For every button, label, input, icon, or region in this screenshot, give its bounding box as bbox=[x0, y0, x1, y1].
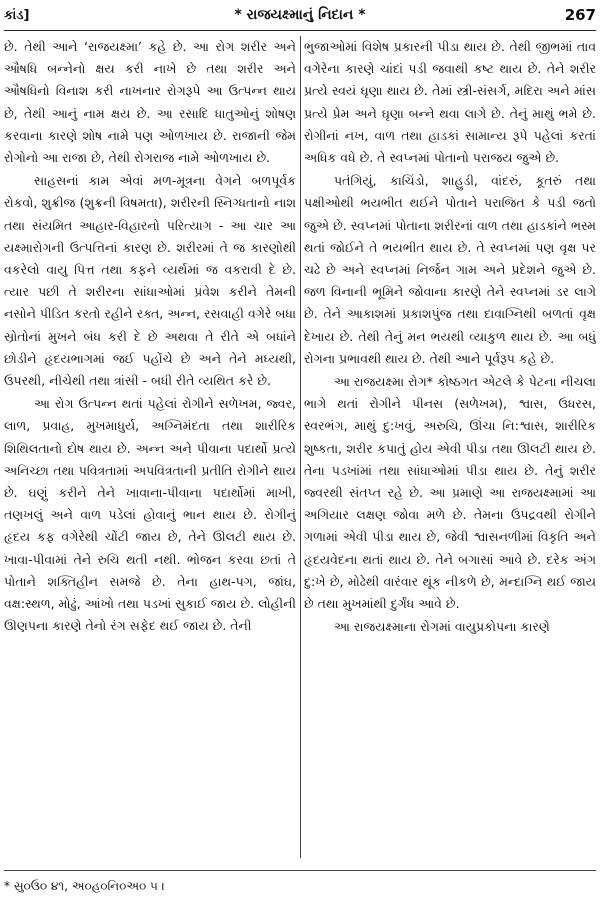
section-label: કાંડ] bbox=[4, 7, 30, 23]
paragraph: આ રાજયક્ષ્માના રોગમાં વાયુપ્રકોપના કારણે bbox=[334, 619, 550, 635]
paragraph: આ રાજયક્ષ્મા રોગ* કોષ્ઠગત એટલે કે પેટના નીચલા ભાગે થતાં રોગીને પીનસ (સળેખમ), શ્વાસ, ઉધરસ, સ્વરભંગ, માથું દુ:ખવું, અરુચિ, ઊંચા નિ:શ્વાસ, શારીરિક શુષ્કતા, શરીર કપાતું હોય એવી પીડા તથા ઊલટી થાય છે. તેના પડખાંમાં તથા સાંધાઓમાં પીડા થાય છે. તેનું શરીર જ્વરથી સંતપ્ત રહે છે. આ પ્રમાણે આ રાજયક્ષ્મામાં આ અગિયાર લક્ષણ જોવા મળે છે. તેમના ઉપદ્રવથી રોગીને ગળામાં એવી પીડા થાય છે, જેવી શ્વાસનળીમાં વિકૃતિ અને હૃદયવેદના થતાં થાય છે. તેને બગાસાં આવે છે. દરેક અંગ દુ:ખે છે, મોઢેથી વારંવાર થૂંક નીકળે છે, મન્દાગ્નિ થઈ જાય છે તથા મુખમાંથી દુર્ગંધ આવે છે. bbox=[304, 374, 596, 612]
paragraph: ભુજાઓમાં વિશેષ પ્રકારની પીડા થાય છે. તેથી જીભમાં તાવ વગેરેના કારણે ચાંદાં પડી જવાથી કષ્ટ થાય છે. તેને શરીર પ્રત્યે સ્વયં ઘૃણા થાય છે. તેમાં સ્ત્રી-સંસર્ગ, મદિરા અને માંસ પ્રત્યે પ્રેમ અને ઘૃણા બન્ને થવા લાગે છે. તેનું માથું ભમે છે. રોગીનાં નખ, વાળ તથા હાડકાં સામાન્ય રૂપે પહેલાં કરતાં અધિક વધે છે. તે સ્વપ્નમાં પોતાનો પરાજય જુએ છે. bbox=[304, 39, 596, 166]
footnote: * સુ૦ઉ૦ ૪૧, અ૦હ૦નિ૦અ૦ ૫ । bbox=[4, 870, 596, 894]
paragraph: છે. તેથી આને ‘રાજયક્ષ્મા’ કહે છે. આ રોગ શરીર અને ઔષધિ બન્નેનો ક્ષય કરી નાખે છે તથા શરીર અને ઔષધિનો વિનાશ કરી નાખનાર રોગરૂપે આ ઉત્પન્ન થાય છે, તેથી આનું નામ ક્ષય છે. આ રસાદિ ધાતુઓનું શોષણ કરવાના કારણે શોષ નામે પણ ઓળખાય છે. રાજાની જેમ રોગોનો આ રાજા છે, તેથી રોગરાજ નામે ઓળખાય છે. bbox=[4, 39, 296, 166]
right-column bbox=[304, 36, 596, 858]
paragraph: આ રોગ ઉત્પન્ન થતાં પહેલાં રોગીને સળેખમ, જ્વર, લાળ, પ્રવાહ, મુખમાધુર્ય, અગ્નિમંદતા તથા શારીરિક શિથિલતાનો દોષ થાય છે. અન્ન અને પીવાના પદાર્થો પ્રત્યે અનિચ્છા તથા પવિત્રતામાં અપવિત્રતાની પ્રતીતિ રોગીને થાય છે. ઘણું કરીને તેને ખાવાના-પીવાના પદાર્થોમાં માખી, તણખલું અને વાળ પડેલાં હોવાનું ભાન થાય છે. રોગીનું હૃદય કફ વગેરેથી ચોંટી જાય છે, તેને ઊલટી થાય છે. ખાવા-પીવામાં તેને રુચિ થતી નથી. ભોજન કરવા છતાં તે પોતાને શક્તિહીન સમજે છે. તેના હાથ-પગ, જાંઘ, વક્ષ:સ્થળ, મોઢું, આંખો તથા પડખાં સુકાઈ જાય છે. લોહીની ઊણપના કારણે તેનો રંગ સફેદ થઈ જાય છે. તેની bbox=[4, 396, 296, 634]
paragraph: પતંગિયું, કાચિંડો, શાહુડી, વાંદરું, કૂતરું તથા પક્ષીઓથી ભયભીત થઈને પોતાને પરાજિત કે પડી જતો જુએ છે. સ્વપ્નમાં પોતાના શરીરનાં વાળ તથા હાડકાંને ભસ્મ થતાં જોઈને તે ભયભીત થાય છે. તે સ્વપ્નમાં પણ વૃક્ષ પર ચઢે છે અને સ્વપ્નમાં નિર્જન ગામ અને પ્રદેશને જુએ છે. જળ વિનાની ભૂમિને જોવાના કારણે તેને સ્વપ્નમાં ડર લાગે છે. તેને આકાશમાં પ્રકાશપુંજ તથા દાવાગ્નિથી બળતાં વૃક્ષ દેખાય છે. તેથી તેનું મન ભયથી વ્યાકુળ થાય છે. આ બધું રોગના પ્રભાવથી થાય છે. તેથી આને પૂર્વરૂપ કહે છે. bbox=[304, 173, 596, 366]
running-header bbox=[4, 0, 596, 31]
two-column-body bbox=[4, 36, 596, 858]
paragraph: સાહસનાં કામ એવાં મળ-મૂત્રના વેગને બળપૂર્વક રોકવો, શુક્રીજ (શુક્રની વિષમતા), શરીરની સ્નિગ્ધતાનો નાશ તથા સંયમિત આહાર-વિહારનો પરિત્યાગ - આ ચાર આ યક્ષ્મારોગની ઉત્પત્તિનાં કારણ છે. શરીરમાં તે જ કારણોથી વકરેલો વાયુ પિત્ત તથા કફને વ્યર્થમાં જ વકરાવી દે છે. ત્યાર પછી તે શરીરના સાંધાઓમાં પ્રવેશ કરીને તેમની નસોને પીડિત કરતો રહીને રક્ત, અન્ન, રસવાહી વગેરે બધા સ્રોતોનાં મુખને બંધ કરી દે છે અથવા તે રીતે એ બધાંને છોડીને હૃદયભાગમાં જઈ પહોંચે છે અને તેને મધ્યથી, ઉપરથી, નીચેથી તથા ત્રાંસી - બધી રીતે વ્યથિત કરે છે. bbox=[4, 173, 296, 389]
left-column bbox=[4, 36, 296, 858]
column-divider bbox=[300, 36, 301, 858]
running-title: * રાજયક્ષ્માનું નિદાન * bbox=[234, 7, 366, 23]
page-number: 267 bbox=[564, 6, 596, 24]
